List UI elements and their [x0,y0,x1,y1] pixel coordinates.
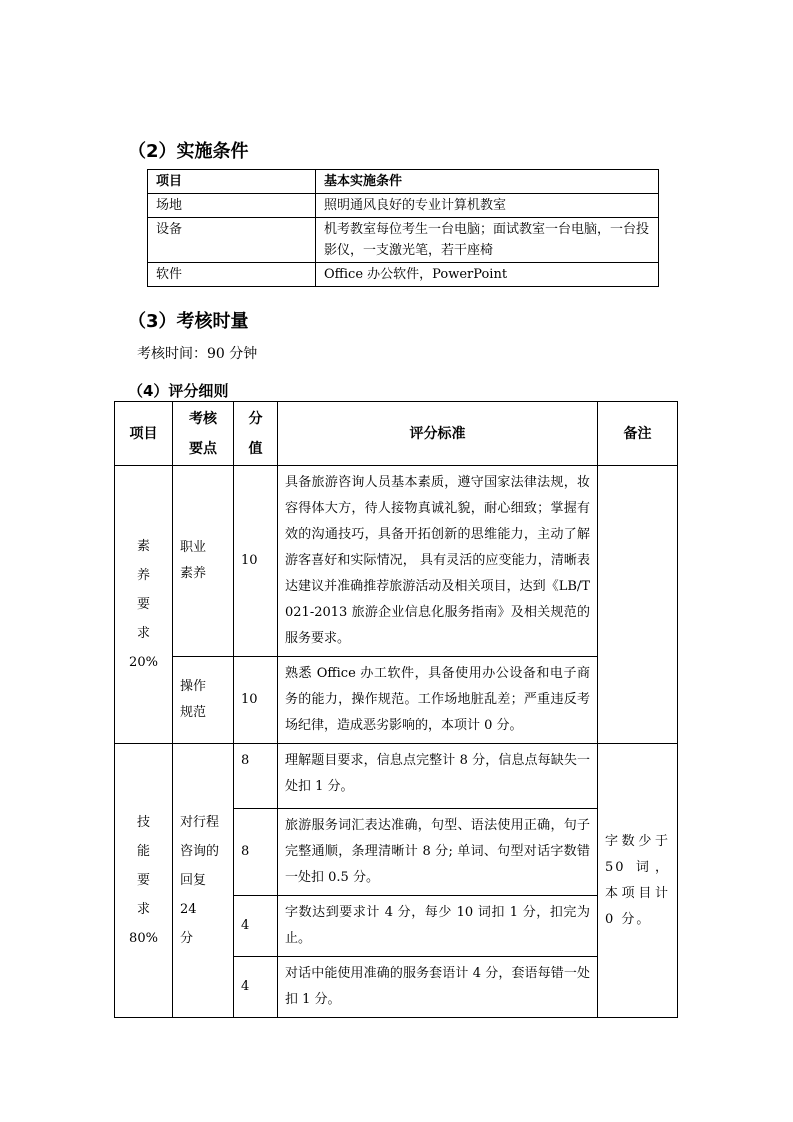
header-score-line: 值 [248,440,263,457]
group-label-char: 要 [136,597,150,612]
conditions-row [148,263,659,287]
scoring-header-row [115,402,678,466]
score-value: 4 [234,896,278,957]
key-point [173,466,234,657]
group-label-char: 80% [129,931,158,946]
conditions-header-item: 项目 [148,170,316,194]
key-line: 对行程 [180,815,220,830]
group-label-quality [115,466,173,744]
group-label-char: 养 [136,568,150,583]
group-label-char: 能 [136,844,150,859]
key-point [173,657,234,744]
duration-text: 考核时间：90 分钟 [137,346,258,362]
conditions-desc: Office 办公软件，PowerPoint [316,263,659,287]
section-title-conditions: （2）实施条件 [128,141,249,162]
score-value: 4 [234,957,278,1018]
header-score-line: 分 [248,410,263,427]
scoring-standard: 理解题目要求，信息点完整计 8 分，信息点每缺失一处扣 1 分。 [278,744,598,809]
conditions-item: 场地 [148,194,316,218]
conditions-table [147,169,659,287]
scoring-header-item: 项目 [115,402,173,466]
key-point [173,744,234,1018]
conditions-row [148,194,659,218]
section-title-scoring: （4）评分细则 [128,382,229,400]
scoring-header-key [173,402,234,466]
score-value: 8 [234,744,278,809]
group-label-char: 求 [136,902,150,917]
remark-cell [598,466,678,744]
conditions-desc: 照明通风良好的专业计算机教室 [316,194,659,218]
scoring-standard: 具备旅游咨询人员基本素质，遵守国家法律法规，妆容得体大方，待人接物真诚礼貌，耐心细致；掌握有效的沟通技巧，具备开拓创新的思维能力，主动了解游客喜好和实际情况， 具有灵活的应变能力，清晰表达建议并准确推荐旅游活动及相关项目，达到《LB/T 021-2013 旅游企业信息化服务指南》及相关规范的服务要求。 [278,466,598,657]
scoring-header-score [234,402,278,466]
scoring-table [114,401,678,1018]
scoring-standard: 对话中能使用准确的服务套语计 4 分，套语每错一处扣 1 分。 [278,957,598,1018]
table-row [115,744,678,809]
group-label-char: 要 [136,873,150,888]
key-line: 回复 24 [180,873,207,917]
scoring-header-remark: 备注 [598,402,678,466]
score-value: 8 [234,809,278,896]
conditions-row [148,218,659,263]
header-key-line: 考核 [189,410,217,427]
table-row [115,657,678,744]
conditions-item: 软件 [148,263,316,287]
group-label-char: 求 [136,626,150,641]
conditions-desc: 机考教室每位考生一台电脑；面试教室一台电脑，一台投影仪，一支激光笔，若干座椅 [316,218,659,263]
key-line: 操作 [180,679,207,694]
key-line: 素养 [180,566,207,581]
remark-cell: 字数少于 50 词，本项目计 0 分。 [598,744,678,1018]
group-label-char: 20% [129,655,158,670]
table-row [115,466,678,657]
section-title-duration: （3）考核时量 [128,311,249,332]
scoring-header-standard: 评分标准 [278,402,598,466]
key-line: 分 [180,931,194,946]
scoring-standard: 熟悉 Office 办工软件，具备使用办公设备和电子商务的能力，操作规范。工作场地脏乱差；严重违反考场纪律，造成恶劣影响的，本项计 0 分。 [278,657,598,744]
conditions-item: 设备 [148,218,316,263]
score-value: 10 [234,466,278,657]
conditions-header-desc: 基本实施条件 [316,170,659,194]
scoring-standard: 旅游服务词汇表达准确，句型、语法使用正确，句子完整通顺，条理清晰计 8 分; 单词、句型对话字数错一处扣 0.5 分。 [278,809,598,896]
conditions-header-row [148,170,659,194]
group-label-skill [115,744,173,1018]
score-value: 10 [234,657,278,744]
key-line: 规范 [180,705,207,720]
key-line: 咨询的 [180,844,220,859]
key-line: 职业 [180,540,207,555]
group-label-char: 技 [136,815,150,830]
header-key-line: 要点 [189,440,217,457]
scoring-standard: 字数达到要求计 4 分，每少 10 词扣 1 分，扣完为止。 [278,896,598,957]
group-label-char: 素 [136,539,150,554]
